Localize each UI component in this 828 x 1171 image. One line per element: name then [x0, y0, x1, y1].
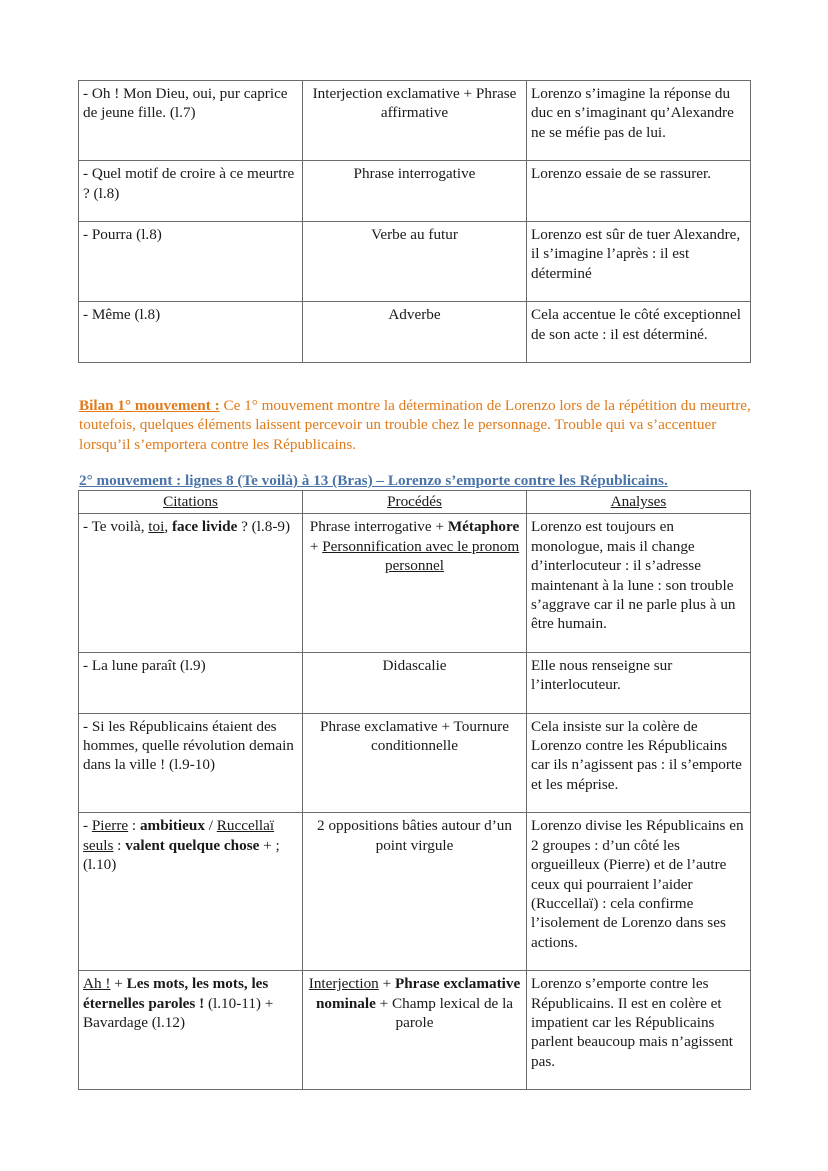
procede-cell: Interjection + Phrase exclamative nominale + Champ lexical de la parole: [303, 971, 527, 1090]
table-row: [79, 302, 751, 363]
table-row: [79, 652, 751, 713]
table-row: [79, 81, 751, 161]
citation-cell: - Si les Républicains étaient des hommes, quelle révolution demain dans la ville ! (l.9-10): [79, 713, 303, 813]
table-row: [79, 713, 751, 813]
analyse-cell: Lorenzo s’imagine la réponse du duc en s’imaginant qu’Alexandre ne se méfie pas de lui.: [527, 81, 751, 161]
procede-cell: 2 oppositions bâties autour d’un point virgule: [303, 813, 527, 971]
analysis-table-2: [78, 490, 751, 1090]
analyse-cell: Lorenzo est toujours en monologue, mais il change d’interlocuteur : il s’adresse maintenant à la lune : son trouble s’aggrave car il ne parle plus à un être humain.: [527, 514, 751, 652]
bilan-label: Bilan 1° mouvement :: [79, 397, 220, 414]
citation-cell: - Oh ! Mon Dieu, oui, pur caprice de jeune fille. (l.7): [79, 81, 303, 161]
procede-cell: Phrase exclamative + Tournure conditionnelle: [303, 713, 527, 813]
analyse-cell: Elle nous renseigne sur l’interlocuteur.: [527, 652, 751, 713]
analyse-cell: Cela insiste sur la colère de Lorenzo contre les Républicains car ils n’agissent pas : il s’emporte et les méprise.: [527, 713, 751, 813]
bilan-text: Ce 1° mouvement montre la détermination de Lorenzo lors de la répétition du meurtre, toutefois, quelques éléments laissent percevoir un trouble chez le personnage. Trouble qui va s’accentuer lorsqu’il s’emportera contre les Républicains.: [79, 397, 751, 453]
column-header-citations: Citations: [79, 491, 303, 514]
table-header-row: [79, 491, 751, 514]
procede-cell: Interjection exclamative + Phrase affirmative: [303, 81, 527, 161]
citation-cell: - Quel motif de croire à ce meurtre ? (l.8): [79, 161, 303, 222]
analyse-cell: Lorenzo divise les Républicains en 2 groupes : d’un côté les orgueilleux (Pierre) et de l’autre ceux qui pourraient l’aider (Ruccellaï) : cela confirme l’isolement de Lorenzo dans ses actions.: [527, 813, 751, 971]
analysis-table-1: [78, 80, 751, 363]
table-row: [79, 222, 751, 302]
table-row: [79, 161, 751, 222]
citation-cell: - Même (l.8): [79, 302, 303, 363]
analyse-cell: Cela accentue le côté exceptionnel de son acte : il est déterminé.: [527, 302, 751, 363]
bilan-paragraph: [79, 396, 759, 454]
citation-cell: - Pierre : ambitieux / Ruccellaï seuls : valent quelque chose + ; (l.10): [79, 813, 303, 971]
analyse-cell: Lorenzo est sûr de tuer Alexandre, il s’imagine l’après : il est déterminé: [527, 222, 751, 302]
column-header-analyses: Analyses: [527, 491, 751, 514]
citation-cell: - La lune paraît (l.9): [79, 652, 303, 713]
citation-cell: Ah ! + Les mots, les mots, les éternelles paroles ! (l.10-11) + Bavardage (l.12): [79, 971, 303, 1090]
analyse-cell: Lorenzo s’emporte contre les Républicains. Il est en colère et impatient car les Républicains parlent beaucoup mais n’agissent pas.: [527, 971, 751, 1090]
procede-cell: Didascalie: [303, 652, 527, 713]
analyse-cell: Lorenzo essaie de se rassurer.: [527, 161, 751, 222]
citation-cell: - Te voilà, toi, face livide ? (l.8-9): [79, 514, 303, 652]
procede-cell: Adverbe: [303, 302, 527, 363]
citation-cell: - Pourra (l.8): [79, 222, 303, 302]
section-heading: 2° mouvement : lignes 8 (Te voilà) à 13 (Bras) – Lorenzo s’emporte contre les Républicains.: [79, 472, 668, 489]
table-row: [79, 514, 751, 652]
table-row: [79, 971, 751, 1090]
procede-cell: Verbe au futur: [303, 222, 527, 302]
procede-cell: Phrase interrogative + Métaphore + Personnification avec le pronom personnel: [303, 514, 527, 652]
table-row: [79, 813, 751, 971]
column-header-procedes: Procédés: [303, 491, 527, 514]
procede-cell: Phrase interrogative: [303, 161, 527, 222]
